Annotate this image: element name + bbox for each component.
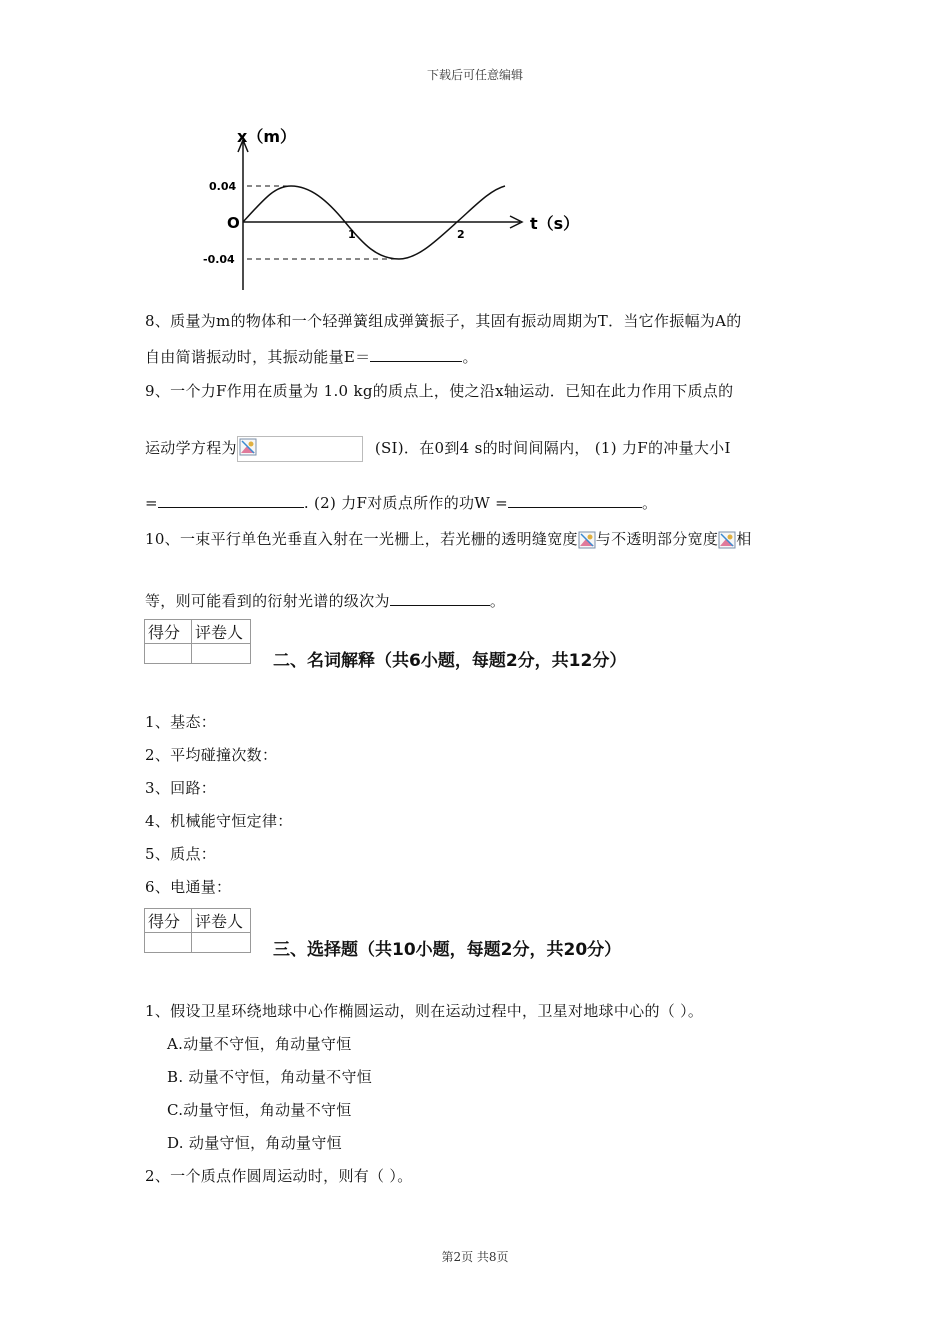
page-header: 下载后可任意编辑: [426, 68, 523, 82]
y-axis-label: x（m）: [237, 127, 296, 146]
q10-line2: [145, 590, 505, 611]
q9-line3-end: 。: [642, 494, 658, 512]
x-axis-label: t（s）: [530, 214, 580, 233]
q8-answer-blank[interactable]: [370, 347, 462, 362]
option-d[interactable]: D. 动量守恒，角动量守恒: [167, 1134, 342, 1152]
score-cell[interactable]: [145, 644, 192, 664]
q9-line3-start: =: [145, 494, 158, 512]
score-label: 得分: [145, 620, 192, 644]
broken-image-icon: [239, 438, 257, 456]
option-a[interactable]: A.动量不守恒，角动量守恒: [167, 1035, 352, 1053]
term-item: 1、基态：: [145, 713, 217, 731]
equation-image-placeholder: [237, 436, 363, 462]
choice-question-1: 1、假设卫星环绕地球中心作椭圆运动，则在运动过程中，卫星对地球中心的（ ）。: [145, 1002, 704, 1020]
broken-image-icon: [718, 531, 736, 549]
term-item: 4、机械能守恒定律：: [145, 812, 293, 830]
section3-title: 三、选择题（共10小题，每题2分，共20分）: [273, 940, 622, 960]
q9-line3: [145, 492, 657, 513]
option-b[interactable]: B. 动量不守恒，角动量不守恒: [167, 1068, 373, 1086]
x-tick-1: 1: [348, 228, 356, 241]
q8-line1: 8、质量为m的物体和一个轻弹簧组成弹簧振子，其固有振动周期为T．当它作振幅为A的: [145, 312, 742, 330]
grader-label: 评卷人: [192, 909, 251, 933]
term-item: 5、质点：: [145, 845, 217, 863]
page-footer: 第2页 共8页: [441, 1250, 509, 1264]
q10-line1-mid: 与不透明部分宽度: [595, 530, 719, 548]
grader-cell[interactable]: [192, 933, 251, 953]
section2-title: 二、名词解释（共6小题，每题2分，共12分）: [273, 651, 627, 671]
term-item: 6、电通量：: [145, 878, 232, 896]
q9-line1: 9、一个力F作用在质量为 1.0 kg的质点上，使之沿x轴运动．已知在此力作用下质点的: [145, 382, 734, 400]
q10-line2-text: 等，则可能看到的衍射光谱的级次为: [145, 592, 390, 610]
option-c[interactable]: C.动量守恒，角动量不守恒: [167, 1101, 352, 1119]
q9-line2-rest: (SI)．在0到4 s的时间间隔内， (1) 力F的冲量大小I: [374, 439, 731, 457]
y-tick-bottom: -0.04: [203, 253, 235, 266]
score-label: 得分: [145, 909, 192, 933]
q9-work-blank[interactable]: [508, 493, 642, 508]
origin-label: O: [227, 214, 240, 232]
broken-image-icon: [578, 531, 596, 549]
q10-line1-end: 相: [736, 530, 752, 548]
q9-line2-text: 运动学方程为: [145, 439, 237, 457]
q10-line2-end: 。: [489, 592, 506, 610]
term-item: 3、回路：: [145, 779, 217, 797]
choice-question-2: 2、一个质点作圆周运动时，则有（ ）。: [145, 1167, 413, 1185]
q8-line2-text: 自由简谐振动时，其振动能量E＝: [145, 348, 371, 366]
q9-line2: [145, 436, 731, 462]
score-box: [144, 908, 251, 953]
x-tick-2: 2: [457, 228, 465, 241]
q10-answer-blank[interactable]: [390, 591, 490, 606]
q9-impulse-blank[interactable]: [158, 493, 304, 508]
q8-line2-end: 。: [462, 348, 478, 366]
q9-line3-mid: . (2) 力F对质点所作的功W =: [303, 494, 508, 512]
score-box: [144, 619, 251, 664]
q10-line1-text: 10、一束平行单色光垂直入射在一光栅上，若光栅的透明缝宽度: [145, 530, 578, 548]
term-item: 2、平均碰撞次数：: [145, 746, 278, 764]
q8-line2: [145, 346, 478, 367]
grader-cell[interactable]: [192, 644, 251, 664]
grader-label: 评卷人: [192, 620, 251, 644]
q10-line1: [145, 528, 752, 549]
score-cell[interactable]: [145, 933, 192, 953]
oscillation-graph: [195, 120, 595, 300]
y-tick-top: 0.04: [209, 180, 237, 193]
